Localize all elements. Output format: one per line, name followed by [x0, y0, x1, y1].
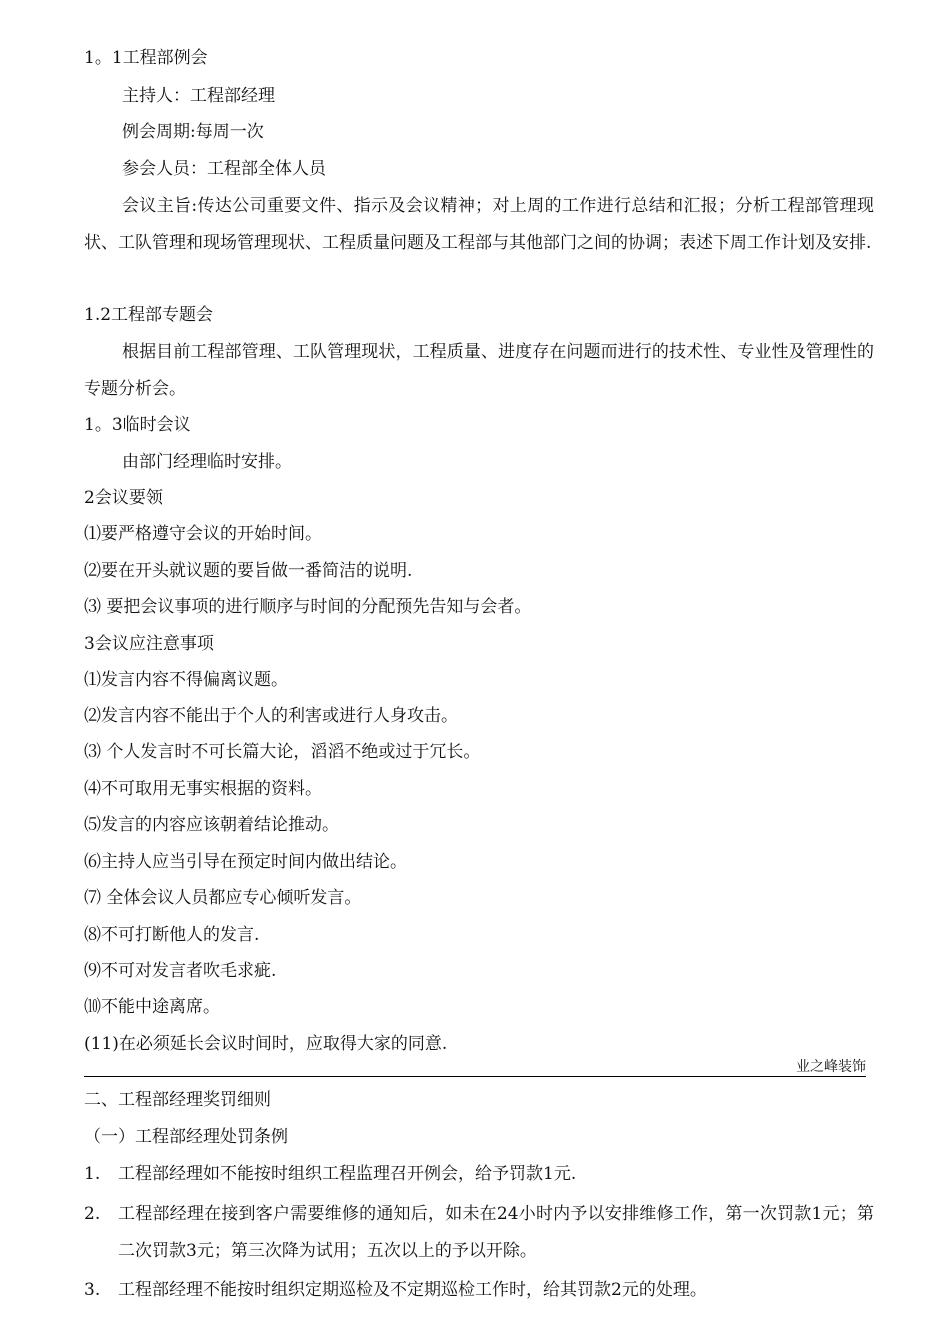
meeting-host: 主持人：工程部经理 [122, 86, 275, 106]
list-item: ⑺ 全体会议人员都应专心倾听发言。 [84, 888, 362, 908]
list-item: (11)在必须延长会议时间时，应取得大家的同意. [84, 1034, 448, 1054]
special-meeting-desc: 根据目前工程部管理、工队管理现状，工程质量、进度存在问题而进行的技术性、专业性及管理性的专题分析会。 [84, 342, 874, 399]
list-item: ⑼不可对发言者吹毛求疵. [84, 961, 277, 981]
part2-subtitle: （一）工程部经理处罚条例 [84, 1127, 288, 1147]
list-item: ⑵发言内容不能出于个人的利害或进行人身攻击。 [84, 706, 458, 726]
list-item: ⑸发言的内容应该朝着结论推动。 [84, 815, 339, 835]
list-item: ⑹主持人应当引导在预定时间内做出结论。 [84, 852, 407, 872]
list-item: ⑶ 要把会议事项的进行顺序与时间的分配预先告知与会者。 [84, 597, 532, 617]
list-item: ⑴发言内容不得偏离议题。 [84, 670, 288, 690]
item-number: 3. [84, 1280, 101, 1300]
heading-1-2: 1.2工程部专题会 [84, 305, 214, 325]
heading-1-3: 1。3临时会议 [84, 415, 191, 435]
meeting-cycle: 例会周期:每周一次 [122, 122, 264, 142]
heading-2: 2会议要领 [84, 488, 163, 508]
list-item: ⑻不可打断他人的发言. [84, 925, 260, 945]
item-text: 工程部经理如不能按时组织工程监理召开例会，给予罚款1元. [118, 1164, 577, 1184]
list-item: ⑽不能中途离席。 [84, 997, 220, 1017]
list-item: ⑵要在开头就议题的要旨做一番简洁的说明. [84, 561, 413, 581]
item-number: 2. [84, 1204, 101, 1224]
item-number: 1. [84, 1164, 101, 1184]
item-text: 工程部经理在接到客户需要维修的通知后，如未在24小时内予以安排维修工作，第一次罚款1元；第二次罚款3元；第三次降为试用；五次以上的予以开除。 [118, 1204, 874, 1261]
heading-3: 3会议应注意事项 [84, 634, 214, 654]
list-item: ⑷不可取用无事实根据的资料。 [84, 779, 322, 799]
penalty-item [84, 1196, 874, 1270]
heading-1-1: 1。1工程部例会 [84, 48, 208, 68]
footer-brand: 业之峰装饰 [796, 1059, 866, 1075]
temp-meeting-desc: 由部门经理临时安排。 [122, 452, 292, 472]
meeting-purpose: 会议主旨:传达公司重要文件、指示及会议精神；对上周的工作进行总结和汇报；分析工程部管理现状、工队管理和现场管理现状、工程质量问题及工程部与其他部门之间的协调；表述下周工作计划及安排. [84, 196, 874, 253]
part2-title: 二、工程部经理奖罚细则 [84, 1090, 271, 1110]
penalty-item [84, 1272, 874, 1309]
footer-divider [84, 1076, 866, 1077]
meeting-attendees: 参会人员：工程部全体人员 [122, 159, 326, 179]
list-item: ⑶ 个人发言时不可长篇大论，滔滔不绝或过于冗长。 [84, 742, 481, 762]
item-text: 工程部经理不能按时组织定期巡检及不定期巡检工作时，给其罚款2元的处理。 [118, 1280, 707, 1300]
list-item: ⑴要严格遵守会议的开始时间。 [84, 524, 322, 544]
penalty-item [84, 1156, 874, 1193]
